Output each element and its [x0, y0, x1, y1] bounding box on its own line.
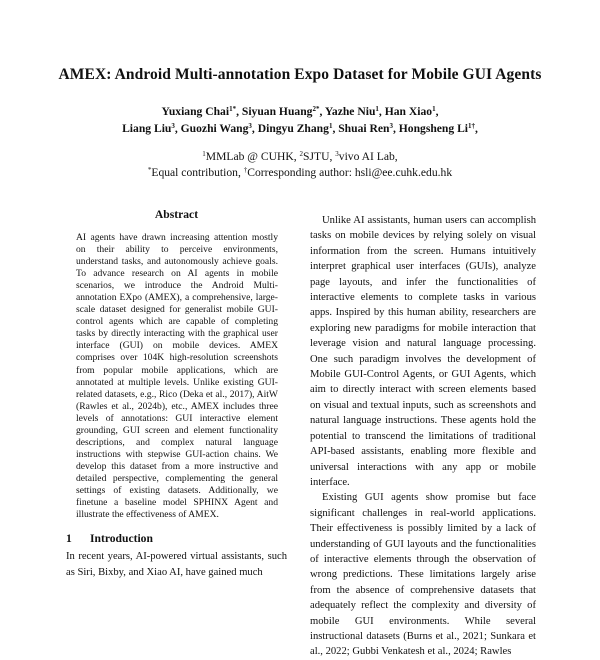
author-mark: 3 — [389, 122, 393, 130]
author-mark: 1 — [375, 105, 379, 113]
affil-vivo: vivo AI Lab, — [338, 150, 398, 163]
section-number: 1 — [66, 532, 72, 546]
intro-paragraph: In recent years, AI-powered virtual assistants, such as Siri, Bixby, and Xiao AI, have gained much — [66, 551, 287, 578]
body-paragraph: Unlike AI assistants, human users can accomplish tasks on mobile devices by relying solely on visual information from the screen. Humans intuitively interpret graphical user interfaces (GUIs), analyze page layouts, and infer the functionalities of interactive elements to complete tasks in various apps. Inspired by this human ability, researchers are exploring new paradigms for mobile interaction that leverage vision and natural language processing. One such paradigm involves the development of Mobile GUI-Control Agents, or GUI Agents, which aim to directly interact with screen elements based on visual and textual inputs, such as screenshots and natural language instructions. These agents hold the potential to transcend the limitations of traditional API-based assistants, enabling more flexible and universal interactions with any app or mobile interface. — [310, 215, 536, 488]
affil-sjtu: SJTU, — [303, 150, 333, 163]
affil-mark: 1 — [202, 150, 206, 158]
affil-mark: 3 — [335, 150, 339, 158]
author-name: Siyuan Huang — [241, 105, 313, 118]
abstract-heading: Abstract — [154, 208, 199, 221]
abstract-text: AI agents have drawn increasing attention mostly on their ability to perceive environments, understand tasks, and autonomously achieve goals. To advance research on AI agents in mobile scenarios, we introduce the Android Multi-annotation EXpo (AMEX), a comprehensive, large-scale dataset designed for generalist mobile GUI-control agents which are capable of completing tasks by directly interacting with the graphical user interface (GUI) on mobile devices. AMEX comprises over 104K high-resolution screenshots from popular mobile applications, which are annotated at multiple levels. Unlike existing GUI-related datasets, e.g., Rico (Deka et al., 2017), AitW (Rawles et al., 2024b), etc., AMEX includes three levels of annotations: GUI interactive element grounding, GUI screen and element functionality descriptions, and complex natural language instructions with stepwise GUI-action chains. We develop this dataset from a more instructive and detailed perspective, complementing the general settings of existing datasets. Additionally, we finetune a baseline model SPHINX Agent and illustrate the effectiveness of AMEX. — [76, 232, 278, 521]
affil-mark: * — [147, 166, 152, 174]
author-line-1: Yuxiang Chai$^{1*}$, Siyuan Huang$^{2*}$, Yazhe Niu$^1$, Han Xiao$^1$, — [161, 105, 439, 118]
affil-mark: † — [243, 166, 248, 174]
paper-title: AMEX: Android Multi-annotation Expo Dataset for Mobile GUI Agents — [58, 66, 542, 83]
author-name: Liang Liu — [122, 122, 172, 135]
author-name: Shuai Ren — [338, 122, 390, 135]
author-mark: 3 — [248, 122, 252, 130]
contribution-line — [0, 165, 600, 181]
affil-mmlab: MMLab @ CUHK, — [205, 150, 297, 163]
author-name: Hongsheng Li — [398, 122, 469, 135]
body-paragraph: Existing GUI agents show promise but face significant challenges in real-world applications. Their effectiveness is possibly limited by a lack of understanding of GUI layouts and the functionalities of interactive elements through the observation of wrong predictions. These limitations largely arise from the absence of comprehensive datasets that adequately reflect the complexity and diversity of mobile GUI environments. While several instructional datasets (Burns et al., 2021; Sunkara et al., 2022; Gubbi Venkatesh et al., 2024; Rawles — [310, 492, 536, 658]
author-line-2: Liang Liu$^3$, Guozhi Wang$^3$, Dingyu Zhang$^1$, Shuai Ren$^3$, Hongsheng $Li^{1\dagger}$, — [122, 122, 478, 135]
right-column — [310, 213, 536, 660]
author-list — [0, 103, 600, 137]
author-mark: 1 — [328, 122, 333, 130]
author-name: Yazhe Niu — [324, 105, 376, 118]
author-mark: 1* — [229, 105, 237, 113]
author-name: Guozhi Wang — [180, 122, 249, 135]
equal-contribution: Equal contribution, — [151, 166, 241, 179]
author-name: Dingyu Zhang — [257, 122, 329, 135]
section-title: Introduction — [90, 532, 153, 546]
author-mark: 3 — [171, 122, 175, 130]
author-name: Han Xiao — [384, 105, 433, 118]
affil-mark: 2 — [299, 150, 304, 158]
author-name: Yuxiang Chai — [161, 105, 230, 118]
section-heading — [66, 532, 287, 545]
corresponding-author: Corresponding author: hsli@ee.cuhk.edu.hk — [247, 166, 453, 179]
author-mark: 2* — [312, 105, 320, 113]
affiliations — [0, 149, 600, 181]
author-mark: 1 — [432, 105, 436, 113]
left-column — [66, 208, 287, 580]
author-mark: 1† — [468, 122, 476, 130]
affiliation-line — [0, 149, 600, 165]
